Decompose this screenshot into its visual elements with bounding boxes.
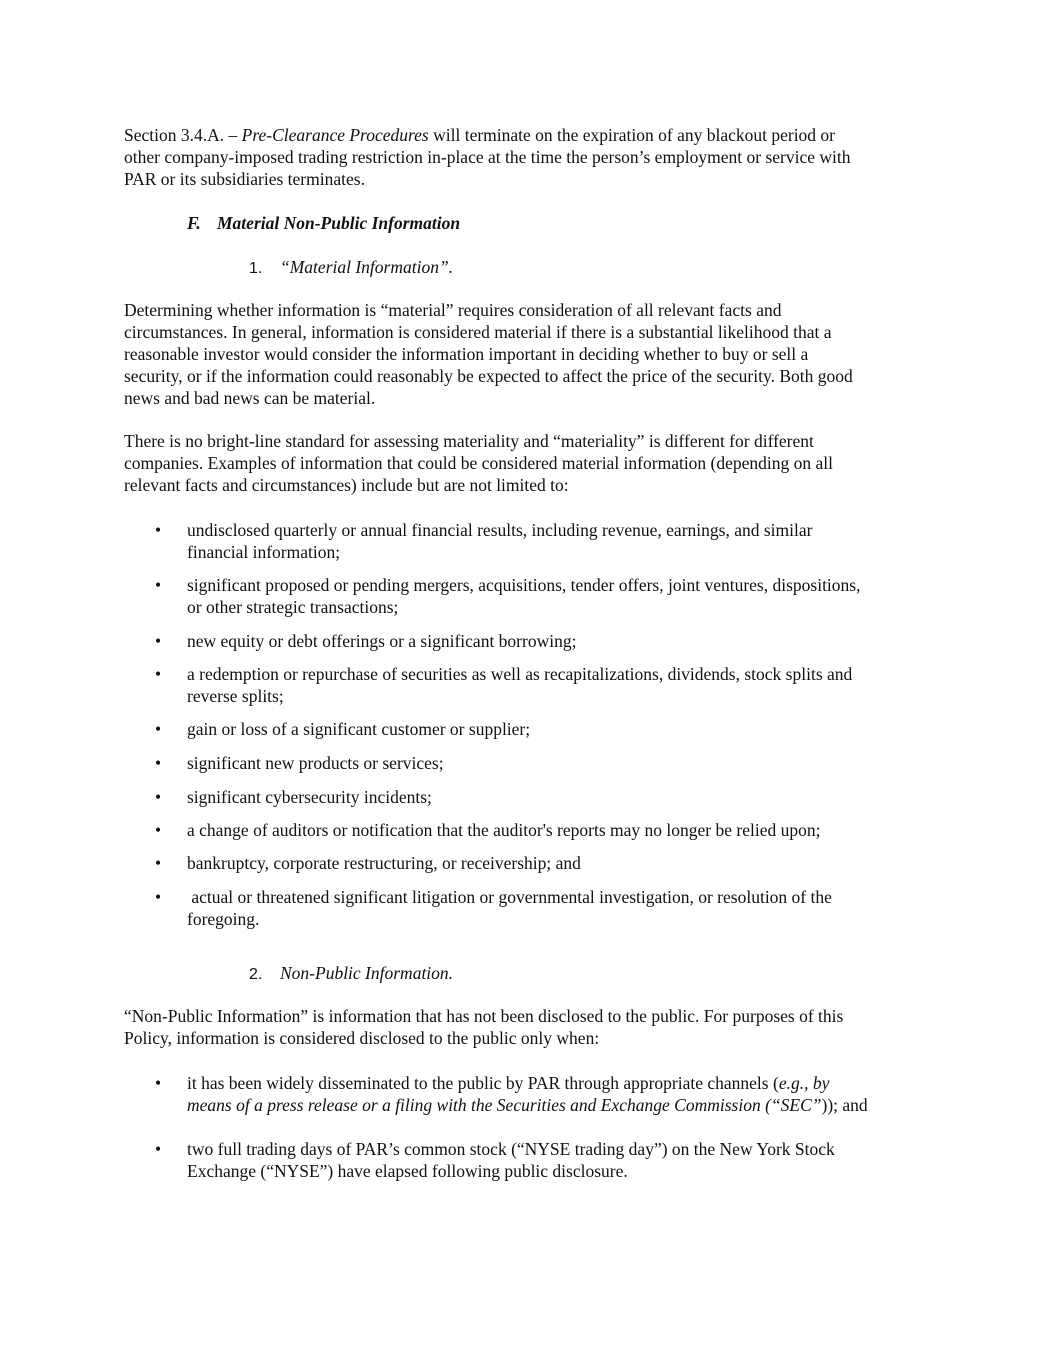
intro-rest: will terminate on the expiration of any blackout period or	[428, 125, 836, 145]
list-item-text: significant cybersecurity incidents;	[187, 787, 432, 807]
list-item-text: new equity or debt offerings or a significant borrowing;	[187, 631, 577, 651]
material-line: reasonable investor would consider the information important in deciding whether to buy or sell a	[124, 344, 809, 364]
list-item	[155, 852, 925, 874]
list-item-text: a change of auditors or notification that the auditor's reports may no longer be relied upon;	[187, 820, 821, 840]
intro-italic-term: Pre-Clearance Procedures	[241, 125, 429, 145]
list-item-text: undisclosed quarterly or annual financial results, including revenue, earnings, and similar	[187, 520, 813, 540]
subheading-non-public-information	[249, 962, 453, 986]
section-f-letter: F.	[187, 213, 201, 233]
condition-text: Exchange (“NYSE”) have elapsed following public disclosure.	[187, 1161, 628, 1181]
nonpublic-line: “Non-Public Information” is information that has not been disclosed to the public. For purposes of this	[124, 1006, 844, 1026]
list-item-text: foregoing.	[187, 909, 260, 929]
bullet-icon: •	[155, 575, 162, 595]
list-item	[155, 630, 925, 652]
nonpublic-line: Policy, information is considered disclosed to the public only when:	[124, 1028, 600, 1048]
list-item-text: actual or threatened significant litigation or governmental investigation, or resolution of the	[187, 887, 832, 907]
subheading-1-number: 1.	[249, 260, 263, 277]
section-f-title: Material Non-Public Information	[217, 213, 461, 233]
material-line: Determining whether information is “material” requires consideration of all relevant facts and	[124, 300, 782, 320]
bullet-icon: •	[155, 1139, 162, 1159]
list-item	[155, 786, 925, 808]
subheading-1-title: “Material Information”.	[280, 257, 454, 277]
materiality-standard-paragraph	[124, 430, 924, 496]
subheading-material-information	[249, 256, 453, 280]
list-item-text: significant proposed or pending mergers, acquisitions, tender offers, joint ventures, dispositions,	[187, 575, 861, 595]
bullet-icon: •	[155, 753, 162, 773]
standard-line: companies. Examples of information that could be considered material information (depending on all	[124, 453, 834, 473]
bullet-icon: •	[155, 853, 162, 873]
list-item	[155, 886, 925, 930]
material-line: security, or if the information could reasonably be expected to affect the price of the security. Both good	[124, 366, 853, 386]
intro-line-2: other company-imposed trading restriction in-place at the time the person’s employment or service with	[124, 147, 851, 167]
list-item	[155, 519, 925, 563]
list-item-text: reverse splits;	[187, 686, 284, 706]
standard-line: relevant facts and circumstances) include but are not limited to:	[124, 475, 569, 495]
list-item	[155, 574, 925, 618]
bullet-icon: •	[155, 887, 162, 907]
intro-line-3: PAR or its subsidiaries terminates.	[124, 169, 365, 189]
material-line: circumstances. In general, information is considered material if there is a substantial likelihood that a	[124, 322, 832, 342]
condition-italic-text: means of a press release or a filing with the Securities and Exchange Commission (“SEC”	[187, 1095, 822, 1115]
non-public-definition-paragraph	[124, 1005, 924, 1049]
material-definition-paragraph	[124, 299, 924, 409]
section-f-heading	[187, 212, 460, 234]
bullet-icon: •	[155, 520, 162, 540]
list-item-text: or other strategic transactions;	[187, 597, 399, 617]
bullet-icon: •	[155, 787, 162, 807]
condition-text: it has been widely disseminated to the public by PAR through appropriate channels (	[187, 1073, 779, 1093]
material-line: news and bad news can be material.	[124, 388, 376, 408]
bullet-icon: •	[155, 719, 162, 739]
standard-line: There is no bright-line standard for assessing materiality and “materiality” is different for different	[124, 431, 814, 451]
list-item-text: gain or loss of a significant customer or supplier;	[187, 719, 531, 739]
list-item-text: financial information;	[187, 542, 341, 562]
subheading-2-title: Non-Public Information.	[280, 963, 454, 983]
bullet-icon: •	[155, 820, 162, 840]
list-item	[155, 1138, 925, 1182]
list-item-text: bankruptcy, corporate restructuring, or receivership; and	[187, 853, 581, 873]
condition-text: )); and	[821, 1095, 868, 1115]
list-item	[155, 663, 925, 707]
list-item-text: a redemption or repurchase of securities as well as recapitalizations, dividends, stock splits and	[187, 664, 853, 684]
bullet-icon: •	[155, 631, 162, 651]
condition-text: two full trading days of PAR’s common stock (“NYSE trading day”) on the New York Stock	[187, 1139, 835, 1159]
list-item	[155, 718, 925, 740]
bullet-icon: •	[155, 664, 162, 684]
subheading-2-number: 2.	[249, 966, 263, 983]
condition-italic-text: e.g., by	[778, 1073, 830, 1093]
list-item-text: significant new products or services;	[187, 753, 444, 773]
bullet-icon: •	[155, 1073, 162, 1093]
list-item	[155, 752, 925, 774]
list-item	[155, 1072, 925, 1116]
intro-prefix: Section 3.4.A. –	[124, 125, 242, 145]
list-item	[155, 819, 925, 841]
intro-paragraph	[124, 124, 924, 190]
